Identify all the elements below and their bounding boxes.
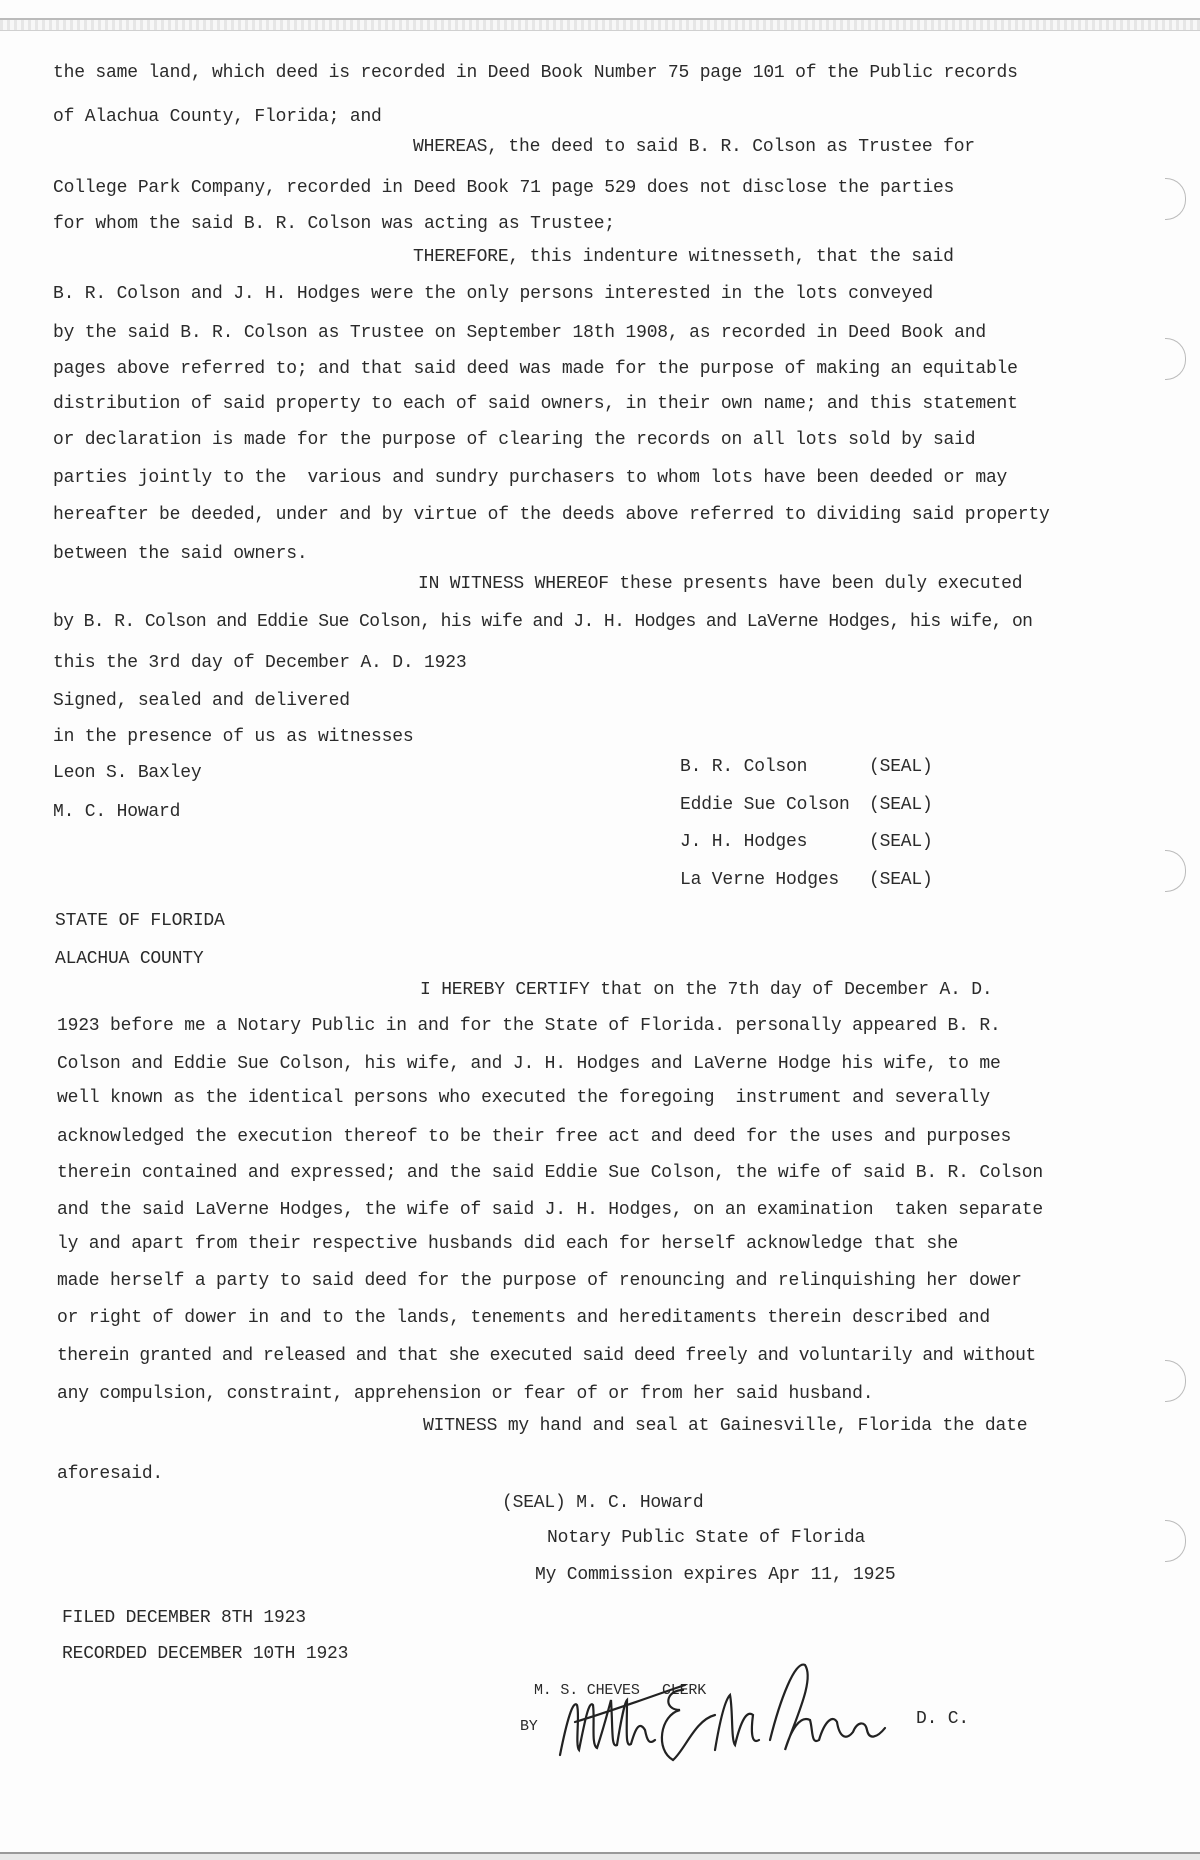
- clerk-title: CLERK: [662, 1682, 707, 1699]
- body-line: IN WITNESS WHEREOF these presents have been duly executed: [418, 574, 1023, 594]
- commission-expiry: My Commission expires Apr 11, 1925: [535, 1565, 896, 1585]
- punch-hole: [1165, 1520, 1186, 1562]
- body-line: B. R. Colson and J. H. Hodges were the only persons interested in the lots conveyed: [53, 284, 933, 304]
- certificate-line: therein granted and released and that she executed said deed freely and voluntarily and without: [57, 1346, 1036, 1366]
- notary-title: Notary Public State of Florida: [547, 1528, 866, 1548]
- by-label: BY: [520, 1718, 538, 1735]
- punch-hole: [1165, 178, 1186, 220]
- certificate-line: Colson and Eddie Sue Colson, his wife, and J. H. Hodges and LaVerne Hodge his wife, to me: [57, 1054, 1001, 1074]
- venue-state: STATE OF FLORIDA: [55, 911, 225, 931]
- certificate-line: aforesaid.: [57, 1464, 164, 1484]
- notary-signature: (SEAL) M. C. Howard: [502, 1493, 704, 1513]
- certificate-line: or right of dower in and to the lands, tenements and hereditaments therein described and: [57, 1308, 990, 1328]
- body-line: College Park Company, recorded in Deed Book 71 page 529 does not disclose the parties: [53, 178, 955, 198]
- body-line: of Alachua County, Florida; and: [53, 107, 382, 127]
- body-line: the same land, which deed is recorded in Deed Book Number 75 page 101 of the Public records: [53, 63, 1018, 83]
- signer-seal: (SEAL): [869, 795, 933, 815]
- certificate-line: I HEREBY CERTIFY that on the 7th day of December A. D.: [420, 980, 993, 1000]
- body-line: Signed, sealed and delivered: [53, 691, 350, 711]
- body-line: between the said owners.: [53, 544, 308, 564]
- certificate-line: and the said LaVerne Hodges, the wife of said J. H. Hodges, on an examination taken separate: [57, 1200, 1043, 1220]
- witness-name: Leon S. Baxley: [53, 763, 202, 783]
- certificate-line: acknowledged the execution thereof to be their free act and deed for the uses and purposes: [57, 1127, 1012, 1147]
- certificate-line: therein contained and expressed; and the said Eddie Sue Colson, the wife of said B. R. Colson: [57, 1163, 1043, 1183]
- certificate-line: ly and apart from their respective husbands did each for herself acknowledge that she: [57, 1234, 959, 1254]
- signer-seal: (SEAL): [869, 757, 933, 777]
- signer-seal: (SEAL): [869, 832, 933, 852]
- body-line: by B. R. Colson and Eddie Sue Colson, his wife and J. H. Hodges and LaVerne Hodges, his wife, on: [53, 612, 1033, 632]
- signer-name: Eddie Sue Colson: [680, 795, 850, 815]
- certificate-line: made herself a party to said deed for the purpose of renouncing and relinquishing her dower: [57, 1271, 1022, 1291]
- filed-date: FILED DECEMBER 8TH 1923: [62, 1608, 306, 1628]
- recorded-date: RECORDED DECEMBER 10TH 1923: [62, 1644, 349, 1664]
- body-line: WHEREAS, the deed to said B. R. Colson as Trustee for: [413, 137, 975, 157]
- body-line: this the 3rd day of December A. D. 1923: [53, 653, 467, 673]
- certificate-line: well known as the identical persons who executed the foregoing instrument and severally: [57, 1088, 990, 1108]
- deputy-clerk-label: D. C.: [916, 1709, 970, 1729]
- signer-name: J. H. Hodges: [680, 832, 808, 852]
- body-line: by the said B. R. Colson as Trustee on September 18th 1908, as recorded in Deed Book and: [53, 323, 986, 343]
- body-line: for whom the said B. R. Colson was acting as Trustee;: [53, 214, 615, 234]
- witness-name: M. C. Howard: [53, 802, 181, 822]
- body-line: hereafter be deeded, under and by virtue of the deeds above referred to dividing said property: [53, 505, 1050, 525]
- certificate-line: WITNESS my hand and seal at Gainesville, Florida the date: [423, 1416, 1028, 1436]
- signer-name: La Verne Hodges: [680, 870, 840, 890]
- body-line: distribution of said property to each of said owners, in their own name; and this statement: [53, 394, 1018, 414]
- venue-county: ALACHUA COUNTY: [55, 949, 204, 969]
- scan-bottom-edge: [0, 1852, 1200, 1860]
- scan-top-border: [0, 18, 1200, 31]
- punch-hole: [1165, 1360, 1186, 1402]
- signer-name: B. R. Colson: [680, 757, 808, 777]
- handwritten-signature: [555, 1660, 895, 1770]
- body-line: parties jointly to the various and sundry purchasers to whom lots have been deeded or may: [53, 468, 1008, 488]
- certificate-line: 1923 before me a Notary Public in and for the State of Florida. personally appeared B. R.: [57, 1016, 1001, 1036]
- certificate-line: any compulsion, constraint, apprehension or fear of or from her said husband.: [57, 1384, 874, 1404]
- punch-hole: [1165, 338, 1186, 380]
- body-line: or declaration is made for the purpose of clearing the records on all lots sold by said: [53, 430, 976, 450]
- body-line: in the presence of us as witnesses: [53, 727, 414, 747]
- punch-hole: [1165, 850, 1186, 892]
- body-line: pages above referred to; and that said deed was made for the purpose of making an equitable: [53, 359, 1018, 379]
- body-line: THEREFORE, this indenture witnesseth, that the said: [413, 247, 954, 267]
- clerk-name: M. S. CHEVES: [534, 1682, 640, 1699]
- signer-seal: (SEAL): [869, 870, 933, 890]
